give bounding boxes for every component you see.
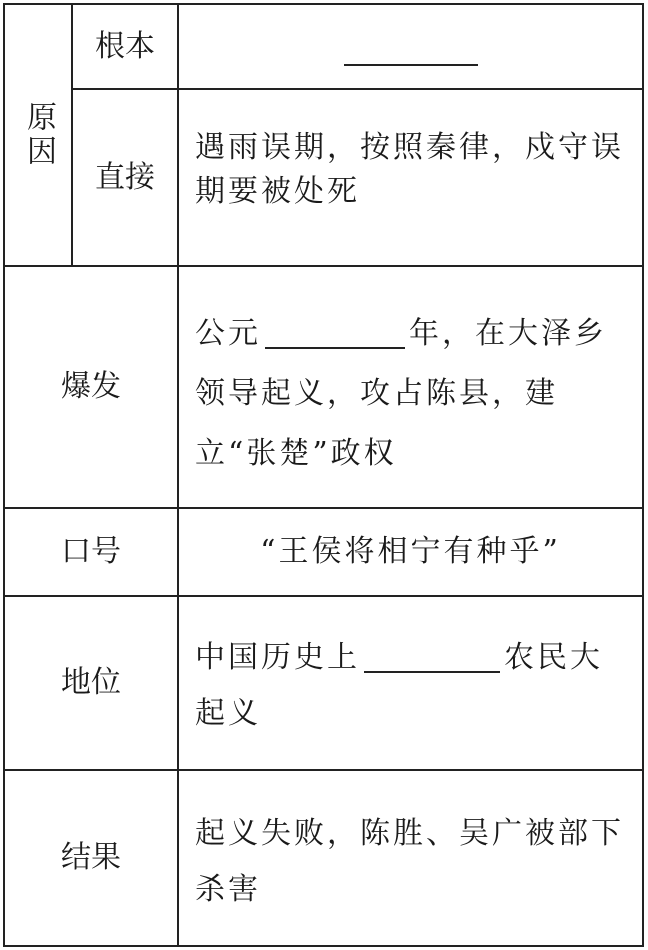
root-cause-label: 根本 xyxy=(95,28,155,64)
divider-main-vertical xyxy=(177,3,179,947)
slogan-label: 口号 xyxy=(61,534,121,569)
outbreak-year-blank xyxy=(265,346,405,349)
outbreak-text-before: 公元 xyxy=(195,316,261,351)
slogan-label-cell xyxy=(5,509,177,595)
slogan-text: “王侯将相宁有种乎” xyxy=(260,534,561,569)
root-cause-answer-cell xyxy=(179,5,642,88)
direct-cause-text: 遇雨误期，按照秦律，戍守误期要被处死 xyxy=(195,130,624,209)
outbreak-text-after: 年，在大泽乡领导起义，攻占陈县，建立“张楚”政权 xyxy=(195,316,607,471)
cause-label-cell xyxy=(5,5,71,265)
result-text: 起义失败，陈胜、吴广被部下杀害 xyxy=(195,816,624,907)
outbreak-label-cell xyxy=(5,267,177,507)
status-blank xyxy=(364,670,500,673)
result-label: 结果 xyxy=(61,840,121,875)
status-label: 地位 xyxy=(61,665,121,700)
slogan-text-cell xyxy=(179,509,642,595)
status-label-cell xyxy=(5,597,177,769)
direct-cause-label: 直接 xyxy=(95,159,155,195)
outbreak-text xyxy=(195,304,635,494)
root-cause-label-cell xyxy=(73,5,177,88)
status-text xyxy=(195,630,635,750)
status-text-before: 中国历史上 xyxy=(195,640,360,675)
result-label-cell xyxy=(5,771,177,945)
outbreak-label: 爆发 xyxy=(61,369,121,404)
status-text-after: 农民大起义 xyxy=(195,640,603,731)
direct-cause-label-cell xyxy=(73,90,177,265)
cause-label: 原因 xyxy=(21,101,56,169)
root-cause-blank xyxy=(344,63,478,66)
